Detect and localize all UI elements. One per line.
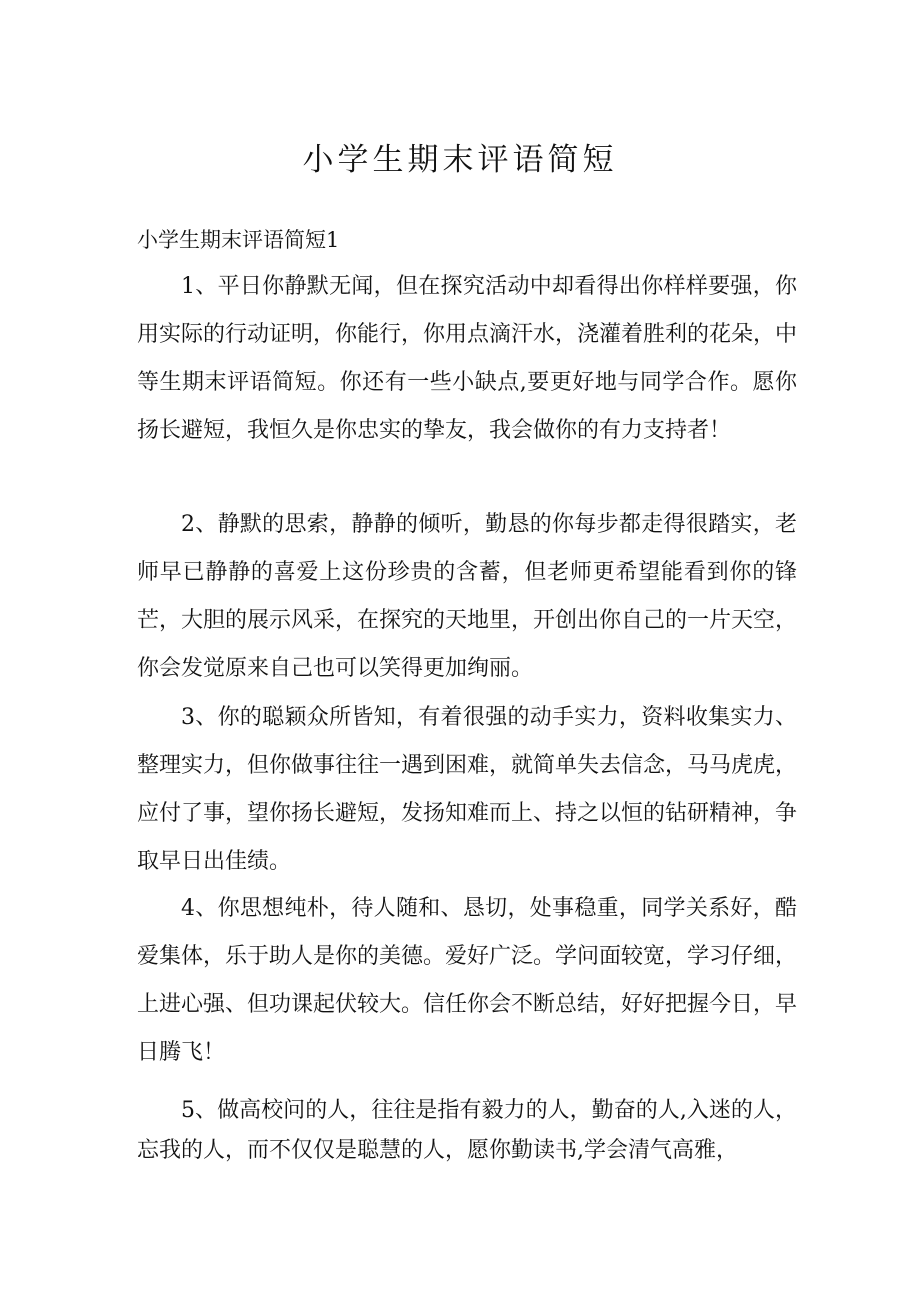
comment-paragraph-3: 3、你的聪颖众所皆知，有着很强的动手实力，资料收集实力、整理实力，但你做事往往一遇到困难，就简单失去信念，马马虎虎，应付了事，望你扬长避短，发扬知难而上、持之以恒的钻研精神，争取早日出佳绩。 [137, 705, 798, 874]
comment-paragraph-4: 4、你思想纯朴，待人随和、恳切，处事稳重，同学关系好，酷爱集体，乐于助人是你的美德。爱好广泛。学问面较宽，学习仔细，上进心强、但功课起伏较大。信任你会不断总结，好好把握今日，早日腾飞！ [137, 896, 798, 1065]
comment-paragraph-2: 2、静默的思索，静静的倾听，勤恳的你每步都走得很踏实，老师早已静静的喜爱上这份珍贵的含蓄，但老师更希望能看到你的锋芒，大胆的展示风采，在探究的天地里，开创出你自己的一片天空，你会发觉原来自己也可以笑得更加绚丽。 [137, 512, 798, 681]
comment-paragraph-5: 5、做高校问的人，往往是指有毅力的人，勤奋的人,入迷的人，忘我的人，而不仅仅是聪慧的人，愿你勤读书,学会清气高雅， [137, 1098, 797, 1163]
section-heading: 小学生期末评语简短1 [137, 228, 340, 252]
document-title: 小学生期末评语简短 [302, 142, 618, 178]
comment-paragraph-1: 1、平日你静默无闻，但在探究活动中却看得出你样样要强，你用实际的行动证明，你能行，你用点滴汗水，浇灌着胜利的花朵，中等生期末评语简短。你还有一些小缺点,要更好地与同学合作。愿你扬长避短，我恒久是你忠实的挚友，我会做你的有力支持者！ [137, 274, 798, 443]
